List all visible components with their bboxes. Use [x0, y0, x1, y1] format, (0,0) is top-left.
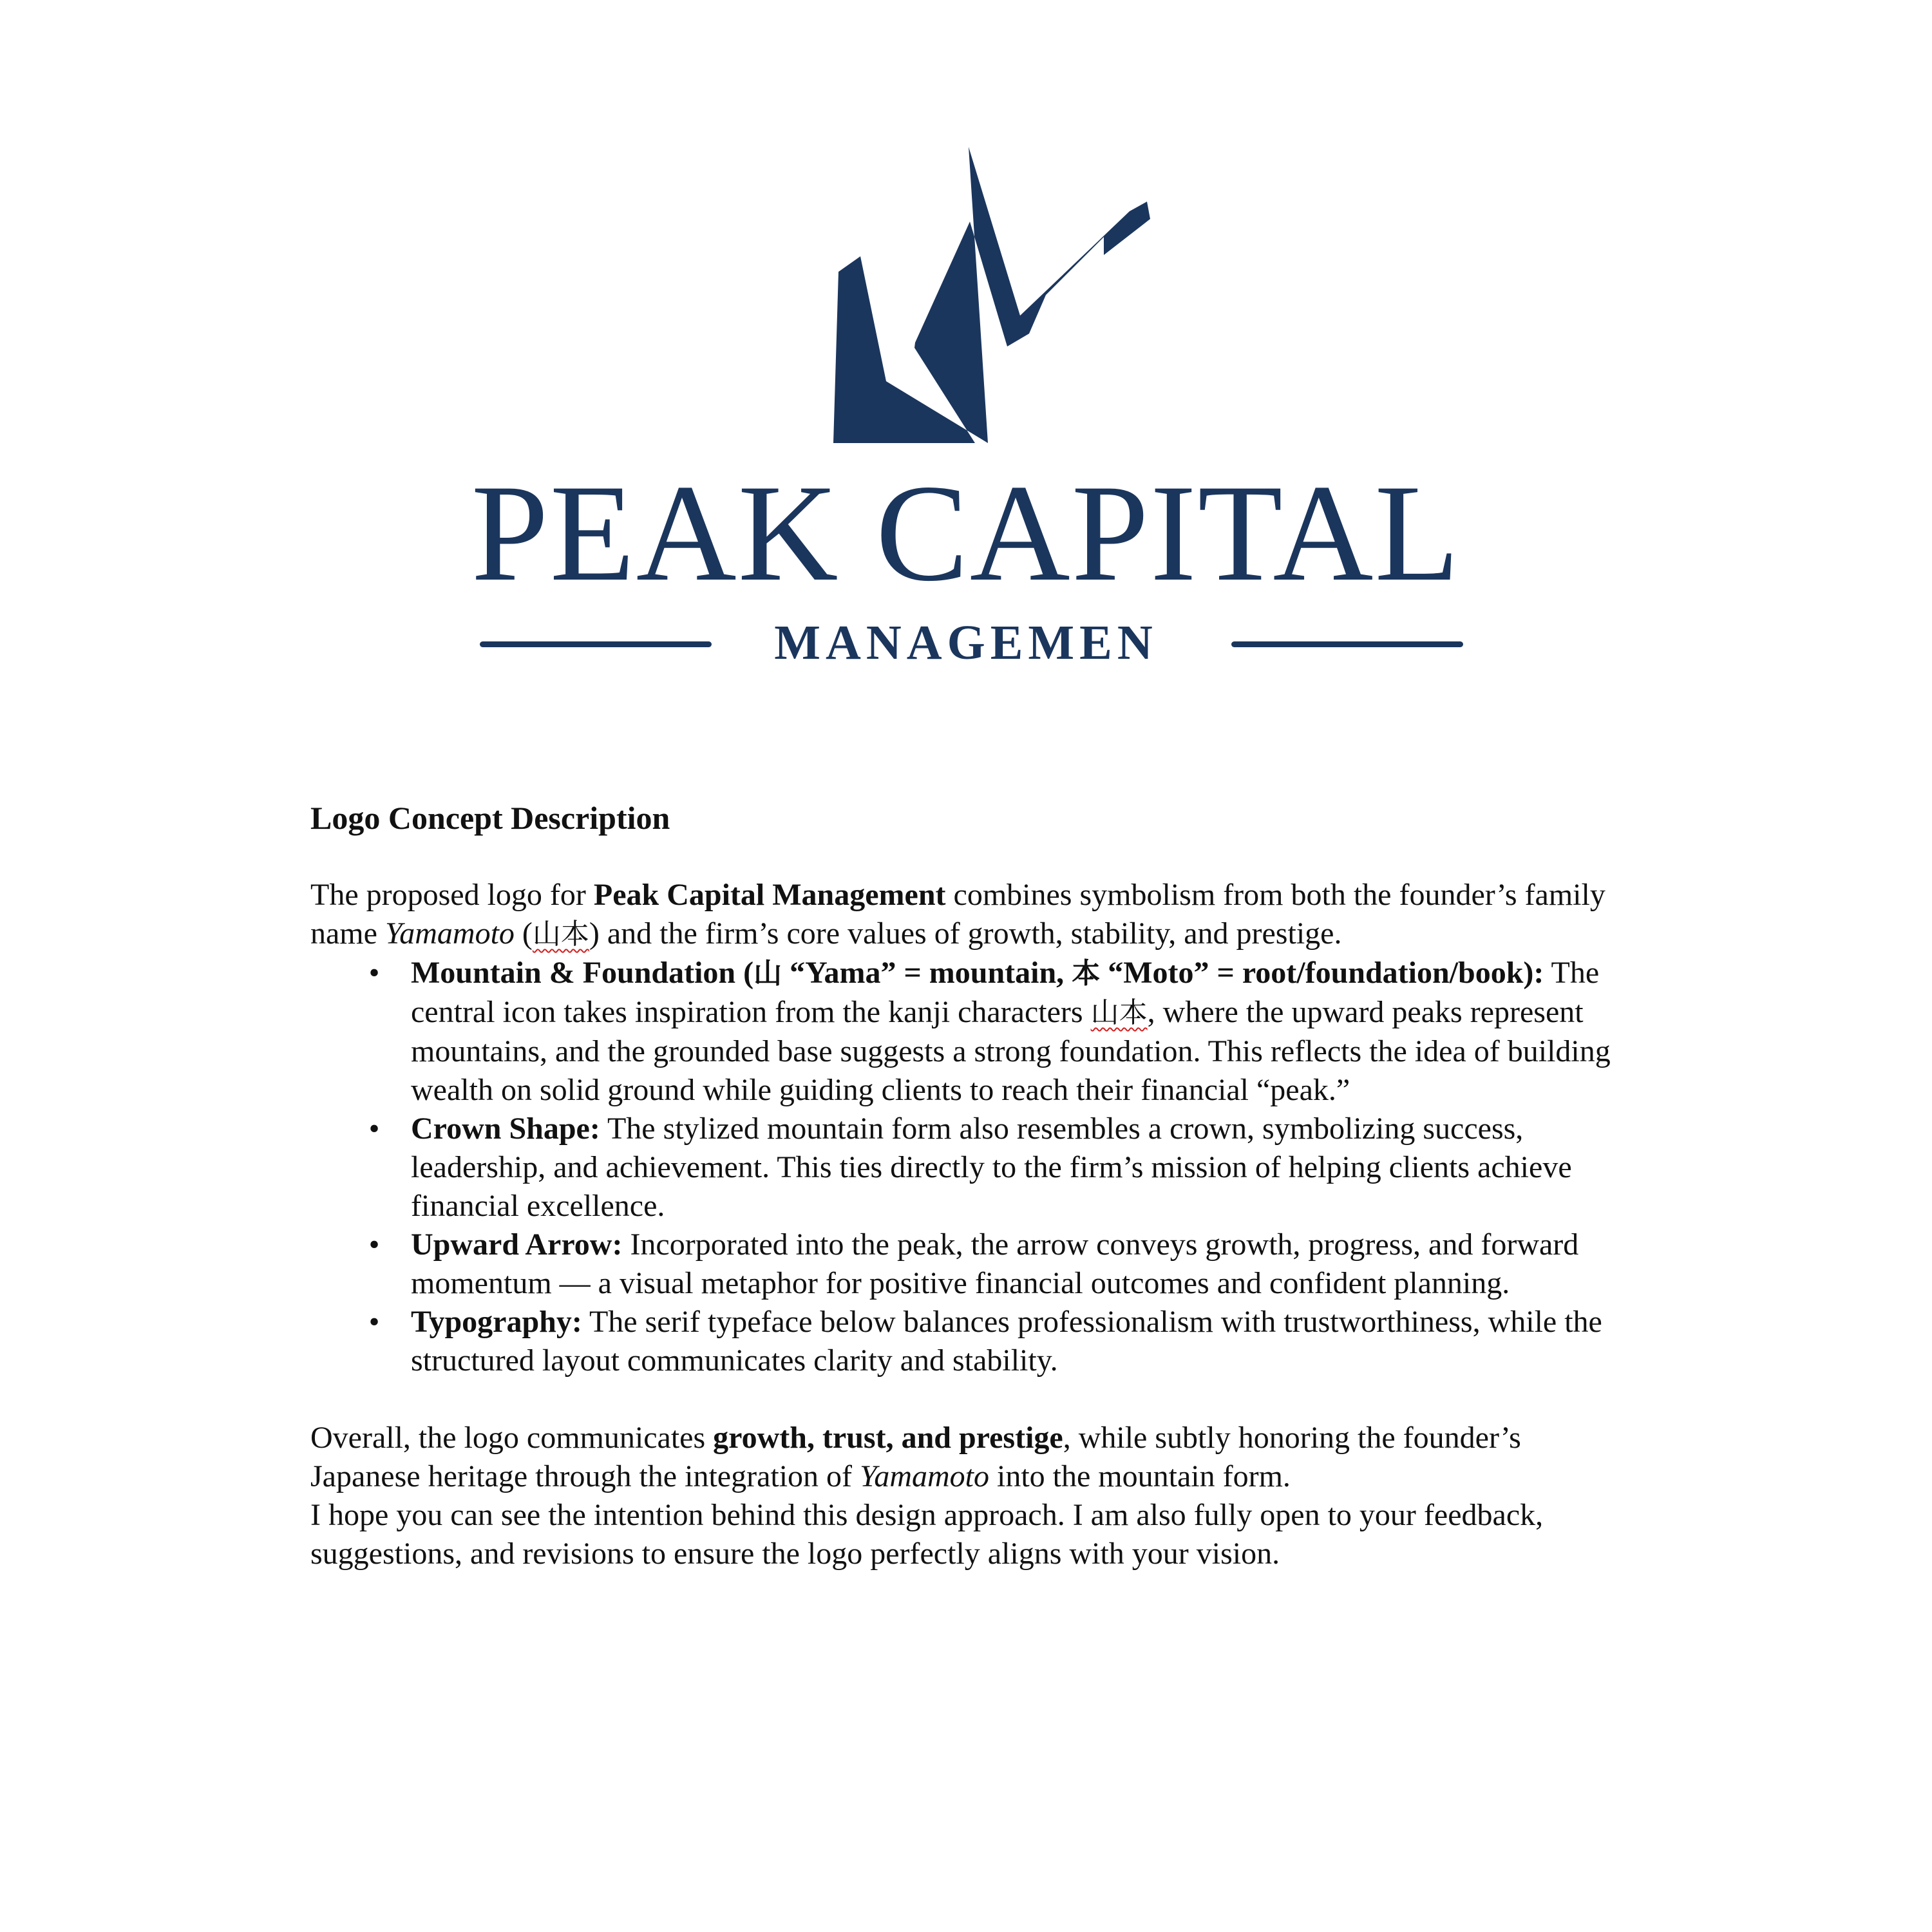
- bullet-text: Incorporated into the peak, the arrow conveys growth, progress, and forward momentum — a visual metaphor for positive financial outcomes and confident planning.: [411, 1227, 1579, 1300]
- overall-italic-name: Yamamoto: [860, 1459, 989, 1493]
- intro-text-2: combines symbolism from both the founder’s family name: [310, 878, 1605, 951]
- bullet-label-part: “Yama” = mountain,: [782, 956, 1072, 990]
- bullet-label-part: Mountain & Foundation (: [411, 956, 754, 990]
- bullet-dot: •: [368, 1112, 380, 1146]
- wordmark-title: PEAK CAPITAL: [471, 456, 1461, 610]
- list-item: [310, 954, 1624, 1110]
- wordmark-subline: [0, 618, 1932, 670]
- bullet-dot: •: [368, 956, 380, 990]
- bullet-text: The central icon takes inspiration from the kanji characters: [411, 956, 1600, 1029]
- bullet-text: , where the upward peaks represent mountains, and the grounded base suggests a strong foundation. This reflects the idea of building wealth on solid ground while guiding clients to reach their financial “peak.”: [411, 995, 1611, 1107]
- crown-mountain-arrow-icon: [790, 147, 1176, 469]
- overall-text-2: , while subtly honoring the founder’s Japanese heritage through the integration of: [310, 1421, 1521, 1493]
- bullet-dot: •: [368, 1305, 380, 1339]
- wordmark-subtitle: MANAGEMEN: [774, 616, 1158, 670]
- intro-bold-name: Peak Capital Management: [593, 878, 946, 912]
- list-item: [310, 1226, 1624, 1303]
- bullet-kanji-yama: 山: [753, 957, 782, 990]
- overall-text-1: Overall, the logo communicates: [310, 1421, 714, 1455]
- intro-text-3: (: [514, 916, 533, 951]
- right-rule: [1231, 641, 1463, 647]
- intro-text-4: ) and the firm’s core values of growth, stability, and prestige.: [589, 916, 1342, 951]
- intro-text-1: The proposed logo for: [310, 878, 594, 912]
- logo: [0, 0, 1932, 708]
- list-item: [310, 1303, 1624, 1380]
- bullet-text: The stylized mountain form also resembles a crown, symbolizing success, leadership, and achievement. This ties directly to the firm’s mission of helping clients achieve financial excellence.: [411, 1112, 1572, 1223]
- overall-paragraph: [310, 1419, 1624, 1496]
- concept-bullet-list: [310, 954, 1624, 1380]
- bullet-kanji: 山本: [1090, 996, 1148, 1029]
- bullet-label: Crown Shape:: [411, 1112, 600, 1146]
- bullet-label: Typography:: [411, 1305, 582, 1339]
- bullet-dot: •: [368, 1227, 380, 1262]
- doc-heading: Logo Concept Description: [310, 800, 670, 836]
- closing-paragraph: I hope you can see the intention behind this design approach. I am also fully open to your feedback, suggestions, and revisions to ensure the logo perfectly aligns with your vision.: [310, 1498, 1544, 1571]
- intro-italic-name: Yamamoto: [384, 916, 515, 951]
- intro-paragraph: [310, 876, 1624, 954]
- bullet-kanji-moto: 本: [1072, 957, 1101, 990]
- overall-text-3: into the mountain form.: [989, 1459, 1291, 1493]
- intro-kanji: 山本: [532, 918, 589, 951]
- concept-description: [310, 799, 1624, 1573]
- bullet-label-part: “Moto” = root/foundation/book):: [1100, 956, 1544, 990]
- overall-bold: growth, trust, and prestige: [713, 1421, 1063, 1455]
- bullet-label: Upward Arrow:: [411, 1227, 623, 1262]
- list-item: [310, 1110, 1624, 1226]
- bullet-text: The serif typeface below balances professionalism with trustworthiness, while the structured layout communicates clarity and stability.: [411, 1305, 1602, 1378]
